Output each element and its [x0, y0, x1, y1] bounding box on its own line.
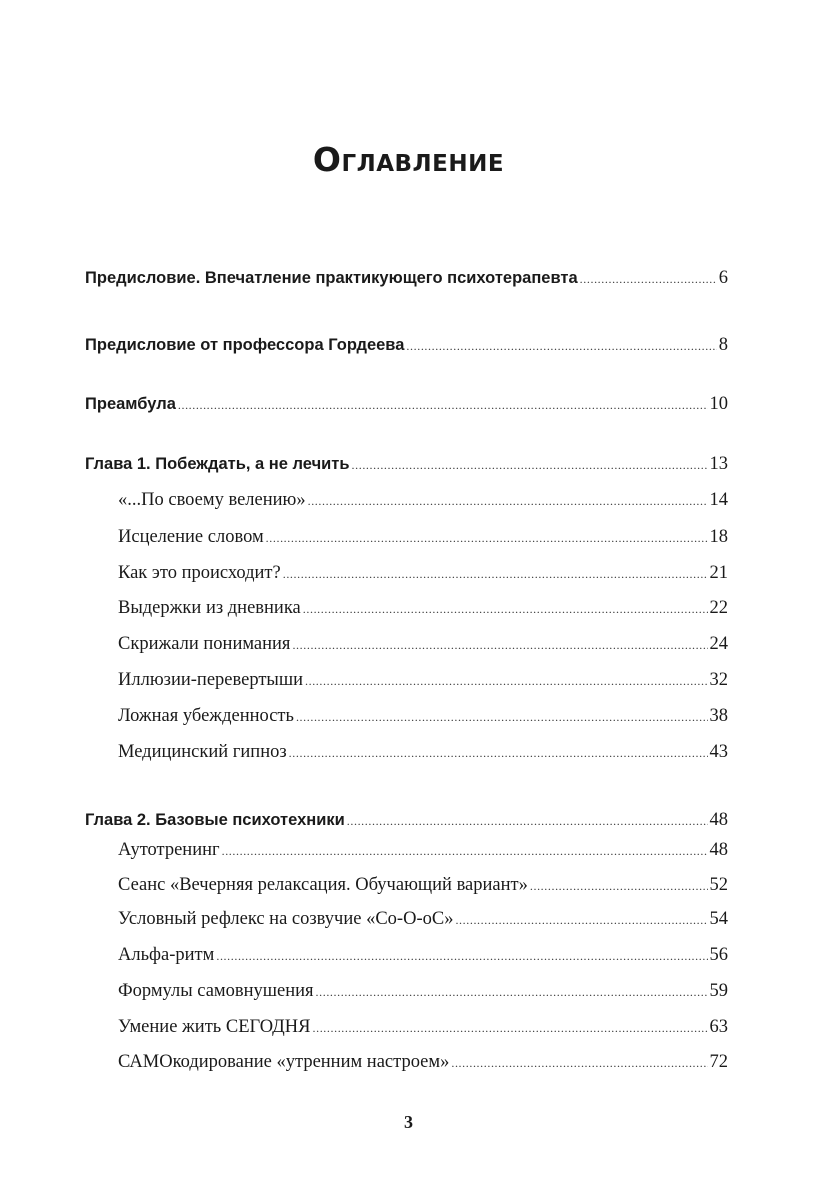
toc-entry-title: Скрижали понимания [118, 634, 291, 654]
toc-entry-page: 18 [709, 527, 728, 547]
toc-entry-page: 48 [709, 840, 728, 860]
page-title: Оглавление [312, 140, 505, 179]
dot-leader [451, 1056, 707, 1071]
toc-entry-title: Предисловие. Впечатление практикующего психотерапевта [85, 269, 578, 287]
dot-leader [313, 1021, 708, 1036]
toc-entry-page: 6 [718, 268, 728, 288]
toc-section-entry[interactable] [118, 981, 728, 1007]
toc-chapter-entry[interactable] [85, 394, 728, 420]
toc-entry-title: Аутотренинг [118, 840, 220, 860]
dot-leader [296, 710, 708, 725]
toc-chapter-entry[interactable] [85, 810, 728, 836]
dot-leader [580, 272, 717, 287]
dot-leader [406, 339, 716, 354]
toc-entry-page: 21 [709, 563, 728, 583]
dot-leader [216, 949, 707, 964]
dot-leader [283, 567, 708, 582]
toc-section-entry[interactable] [118, 670, 728, 696]
toc-entry-page: 59 [709, 981, 728, 1001]
dot-leader [178, 398, 708, 413]
dot-leader [303, 602, 708, 617]
toc-section-entry[interactable] [118, 840, 728, 866]
dot-leader [292, 638, 707, 653]
toc-section-entry[interactable] [118, 742, 728, 768]
dot-leader [222, 844, 708, 859]
dot-leader [455, 913, 707, 928]
toc-section-entry[interactable] [118, 634, 728, 660]
dot-leader [530, 879, 708, 894]
toc-entry-page: 32 [709, 670, 728, 690]
toc-section-entry[interactable] [118, 1052, 728, 1078]
toc-entry-title: Сеанс «Вечерняя релаксация. Обучающий вариант» [118, 875, 528, 895]
toc-entry-page: 72 [709, 1052, 728, 1072]
toc-entry-page: 56 [709, 945, 728, 965]
toc-entry-title: Преамбула [85, 395, 176, 413]
toc-entry-page: 43 [709, 742, 728, 762]
toc-entry-title: Альфа-ритм [118, 945, 215, 965]
toc-entry-title: Предисловие от профессора Гордеева [85, 336, 405, 354]
toc-entry-title: Иллюзии-перевертыши [118, 670, 303, 690]
toc-section-entry[interactable] [118, 598, 728, 624]
toc-entry-title: Как это происходит? [118, 563, 281, 583]
toc-entry-title: «...По своему велению» [118, 490, 306, 510]
toc-entry-page: 38 [709, 706, 728, 726]
toc-section-entry[interactable] [118, 563, 728, 589]
toc-section-entry[interactable] [118, 945, 728, 971]
dot-leader [289, 746, 708, 761]
toc-entry-title: Исцеление словом [118, 527, 264, 547]
toc-entry-page: 8 [718, 335, 728, 355]
toc-section-entry[interactable] [118, 1017, 728, 1043]
toc-entry-title: Ложная убежденность [118, 706, 294, 726]
toc-entry-page: 48 [709, 810, 728, 830]
toc-section-entry[interactable] [118, 875, 728, 901]
toc-entry-page: 54 [709, 909, 728, 929]
dot-leader [352, 458, 708, 473]
toc-entry-title: Формулы самовнушения [118, 981, 314, 1001]
toc-entry-title: Условный рефлекс на созвучие «Со-О-оС» [118, 909, 454, 929]
toc-entry-page: 13 [709, 454, 728, 474]
toc-section-entry[interactable] [118, 909, 728, 935]
dot-leader [347, 814, 708, 829]
toc-section-entry[interactable] [118, 527, 728, 553]
dot-leader [305, 674, 708, 689]
toc-entry-page: 10 [709, 394, 728, 414]
toc-entry-title: Умение жить СЕГОДНЯ [118, 1017, 311, 1037]
toc-entry-page: 22 [709, 598, 728, 618]
toc-entry-page: 52 [709, 875, 728, 895]
toc-section-entry[interactable] [118, 490, 728, 516]
toc-chapter-entry[interactable] [85, 268, 728, 294]
page-number: 3 [404, 1112, 413, 1132]
toc-entry-title: Выдержки из дневника [118, 598, 301, 618]
toc-section-entry[interactable] [118, 706, 728, 732]
toc-entry-title: Глава 2. Базовые психотехники [85, 811, 345, 829]
toc-chapter-entry[interactable] [85, 454, 728, 480]
toc-entry-title: Глава 1. Побеждать, а не лечить [85, 455, 350, 473]
toc-entry-page: 24 [709, 634, 728, 654]
toc-entry-page: 63 [709, 1017, 728, 1037]
toc-chapter-entry[interactable] [85, 335, 728, 361]
dot-leader [266, 531, 708, 546]
toc-entry-title: Медицинский гипноз [118, 742, 287, 762]
dot-leader [316, 985, 708, 1000]
toc-entry-title: САМОкодирование «утренним настроем» [118, 1052, 450, 1072]
toc-entry-page: 14 [709, 490, 728, 510]
dot-leader [308, 494, 708, 509]
